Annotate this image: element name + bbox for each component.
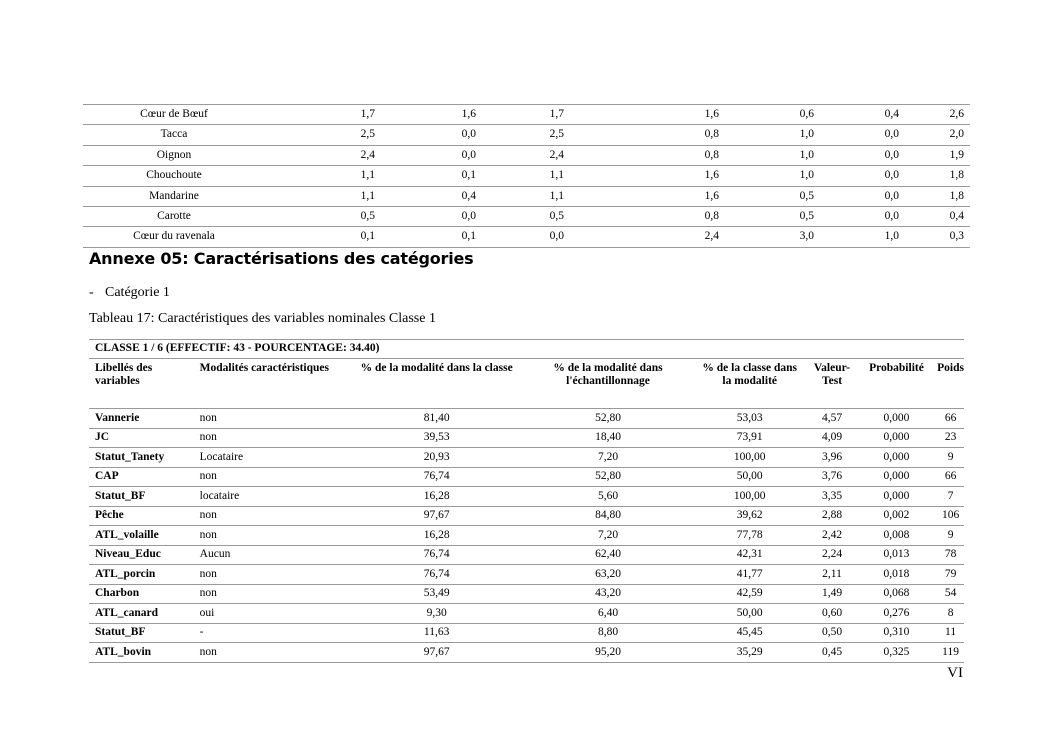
cell-poids: 106 — [931, 506, 964, 526]
row-modalite: Aucun — [194, 545, 349, 565]
table-cell: 0,8 — [564, 145, 719, 165]
cell-pct-modalite-echantillon: 18,40 — [519, 428, 691, 448]
cell-valeur-test: 1,49 — [802, 584, 855, 604]
top-table-body — [83, 105, 970, 248]
cell-pct-classe-modalite: 35,29 — [691, 643, 802, 663]
row-variable: Pêche — [89, 506, 194, 526]
table-row — [89, 409, 964, 429]
cell-poids: 9 — [931, 526, 964, 546]
table-cell: 2,6 — [899, 105, 970, 125]
table-cell: 1,8 — [899, 166, 970, 186]
list-dash: - — [89, 285, 94, 300]
row-label: Oignon — [83, 145, 265, 165]
cell-pct-modalite-classe: 76,74 — [348, 545, 518, 565]
row-label: Cœur de Bœuf — [83, 105, 265, 125]
table-cell: 1,1 — [476, 186, 564, 206]
cell-poids: 66 — [931, 467, 964, 487]
cell-pct-modalite-classe: 20,93 — [348, 448, 518, 468]
table-cell: 1,0 — [719, 145, 814, 165]
cell-poids: 23 — [931, 428, 964, 448]
table-caption: Tableau 17: Caractéristiques des variables nominales Classe 1 — [89, 311, 436, 326]
row-modalite: non — [194, 565, 349, 585]
table-cell: 0,0 — [383, 145, 476, 165]
categorie-list-item — [89, 285, 170, 301]
table-cell: 0,0 — [383, 125, 476, 145]
categorie-label: Catégorie 1 — [105, 285, 170, 300]
table-cell: 1,8 — [899, 186, 970, 206]
cell-pct-modalite-classe: 16,28 — [348, 526, 518, 546]
header-pct-classe-modalite: % de la classe dans la modalité — [691, 359, 802, 409]
cell-probabilite: 0,008 — [856, 526, 931, 546]
table-row — [83, 125, 970, 145]
table-cell: 0,1 — [265, 227, 383, 247]
table-cell: 0,8 — [564, 125, 719, 145]
cell-pct-modalite-echantillon: 43,20 — [519, 584, 691, 604]
cell-pct-modalite-echantillon: 52,80 — [519, 467, 691, 487]
row-modalite: non — [194, 643, 349, 663]
cell-pct-classe-modalite: 50,00 — [691, 604, 802, 624]
row-variable: Statut_BF — [89, 487, 194, 507]
cell-pct-classe-modalite: 100,00 — [691, 448, 802, 468]
header-libelles: Libellés des variables — [89, 359, 194, 409]
row-label: Mandarine — [83, 186, 265, 206]
cell-poids: 8 — [931, 604, 964, 624]
cell-pct-modalite-echantillon: 5,60 — [519, 487, 691, 507]
table-row — [83, 105, 970, 125]
row-modalite: oui — [194, 604, 349, 624]
row-variable: Statut_Tanety — [89, 448, 194, 468]
cell-pct-classe-modalite: 45,45 — [691, 623, 802, 643]
cell-poids: 54 — [931, 584, 964, 604]
cell-probabilite: 0,310 — [856, 623, 931, 643]
cell-pct-classe-modalite: 41,77 — [691, 565, 802, 585]
header-valeur-test: Valeur-Test — [802, 359, 855, 409]
table-cell: 0,0 — [814, 125, 899, 145]
cell-probabilite: 0,325 — [856, 643, 931, 663]
table-row — [89, 506, 964, 526]
cell-poids: 9 — [931, 448, 964, 468]
row-variable: CAP — [89, 467, 194, 487]
table-cell: 0,5 — [719, 186, 814, 206]
table-row — [89, 604, 964, 624]
row-variable: ATL_porcin — [89, 565, 194, 585]
table-cell: 0,5 — [719, 206, 814, 226]
row-variable: ATL_bovin — [89, 643, 194, 663]
table-cell: 2,5 — [476, 125, 564, 145]
row-variable: ATL_canard — [89, 604, 194, 624]
cell-pct-classe-modalite: 73,91 — [691, 428, 802, 448]
cell-probabilite: 0,068 — [856, 584, 931, 604]
cell-probabilite: 0,000 — [856, 409, 931, 429]
table-row — [89, 623, 964, 643]
cell-probabilite: 0,018 — [856, 565, 931, 585]
cell-pct-modalite-classe: 16,28 — [348, 487, 518, 507]
cell-pct-modalite-classe: 9,30 — [348, 604, 518, 624]
table-cell: 0,0 — [814, 206, 899, 226]
cell-valeur-test: 2,88 — [802, 506, 855, 526]
header-modalites: Modalités caractéristiques — [194, 359, 349, 409]
cell-pct-classe-modalite: 42,59 — [691, 584, 802, 604]
table-cell: 1,1 — [265, 166, 383, 186]
header-probabilite: Probabilité — [856, 359, 931, 409]
row-modalite: locataire — [194, 487, 349, 507]
table-cell: 0,3 — [899, 227, 970, 247]
table-row — [89, 526, 964, 546]
table-cell: 0,4 — [383, 186, 476, 206]
cell-pct-modalite-echantillon: 6,40 — [519, 604, 691, 624]
cell-probabilite: 0,002 — [856, 506, 931, 526]
table-cell: 1,9 — [899, 145, 970, 165]
row-variable: JC — [89, 428, 194, 448]
row-variable: Statut_BF — [89, 623, 194, 643]
table-cell: 0,0 — [814, 166, 899, 186]
row-label: Chouchoute — [83, 166, 265, 186]
cell-valeur-test: 0,60 — [802, 604, 855, 624]
cell-pct-modalite-echantillon: 8,80 — [519, 623, 691, 643]
table-row — [83, 166, 970, 186]
table-cell: 0,1 — [383, 166, 476, 186]
cell-valeur-test: 3,76 — [802, 467, 855, 487]
table-row — [89, 487, 964, 507]
table-cell: 0,5 — [476, 206, 564, 226]
table-cell: 0,1 — [383, 227, 476, 247]
header-pct-modalite-echantillon: % de la modalité dans l'échantillonnage — [519, 359, 691, 409]
cell-pct-modalite-classe: 81,40 — [348, 409, 518, 429]
table-cell: 2,5 — [265, 125, 383, 145]
classe-title: CLASSE 1 / 6 (EFFECTIF: 43 - POURCENTAGE: 34.40) — [89, 340, 964, 359]
cell-poids: 79 — [931, 565, 964, 585]
cell-pct-modalite-echantillon: 95,20 — [519, 643, 691, 663]
row-variable: Vannerie — [89, 409, 194, 429]
table-cell: 1,0 — [719, 166, 814, 186]
table-cell: 0,8 — [564, 206, 719, 226]
cell-pct-modalite-classe: 97,67 — [348, 506, 518, 526]
cell-pct-modalite-echantillon: 52,80 — [519, 409, 691, 429]
cell-pct-modalite-echantillon: 7,20 — [519, 448, 691, 468]
table-row — [89, 448, 964, 468]
row-variable: Niveau_Educ — [89, 545, 194, 565]
row-modalite: non — [194, 526, 349, 546]
header-pct-modalite-classe: % de la modalité dans la classe — [348, 359, 518, 409]
cell-pct-modalite-classe: 53,49 — [348, 584, 518, 604]
cell-pct-classe-modalite: 100,00 — [691, 487, 802, 507]
cell-pct-modalite-classe: 97,67 — [348, 643, 518, 663]
top-continuation-table — [83, 104, 970, 248]
cell-pct-modalite-classe: 39,53 — [348, 428, 518, 448]
row-modalite: non — [194, 584, 349, 604]
table-cell: 1,0 — [719, 125, 814, 145]
table-cell: 0,5 — [265, 206, 383, 226]
cell-poids: 119 — [931, 643, 964, 663]
table-cell: 1,0 — [814, 227, 899, 247]
table-row — [89, 467, 964, 487]
table-cell: 2,4 — [564, 227, 719, 247]
page-number: VI — [947, 665, 963, 681]
cell-pct-modalite-classe: 11,63 — [348, 623, 518, 643]
cell-valeur-test: 2,11 — [802, 565, 855, 585]
cell-poids: 78 — [931, 545, 964, 565]
cell-valeur-test: 4,57 — [802, 409, 855, 429]
row-modalite: non — [194, 506, 349, 526]
annexe-heading: Annexe 05: Caractérisations des catégories — [89, 249, 474, 268]
cell-poids: 11 — [931, 623, 964, 643]
table-cell: 1,7 — [476, 105, 564, 125]
table-row — [89, 565, 964, 585]
table-row — [89, 643, 964, 663]
cell-valeur-test: 3,96 — [802, 448, 855, 468]
table-cell: 1,1 — [476, 166, 564, 186]
cell-pct-classe-modalite: 39,62 — [691, 506, 802, 526]
table-row — [89, 584, 964, 604]
table-row — [83, 186, 970, 206]
row-modalite: non — [194, 409, 349, 429]
table-cell: 1,6 — [564, 186, 719, 206]
header-poids: Poids — [931, 359, 964, 409]
cell-probabilite: 0,000 — [856, 448, 931, 468]
row-modalite: Locataire — [194, 448, 349, 468]
classe-1-table — [89, 339, 964, 663]
cell-pct-modalite-classe: 76,74 — [348, 565, 518, 585]
classe-1-table-body — [89, 340, 964, 663]
table-row — [83, 206, 970, 226]
row-modalite: non — [194, 467, 349, 487]
table-row — [83, 145, 970, 165]
table-cell: 0,4 — [899, 206, 970, 226]
cell-valeur-test: 2,42 — [802, 526, 855, 546]
cell-pct-classe-modalite: 42,31 — [691, 545, 802, 565]
cell-valeur-test: 0,45 — [802, 643, 855, 663]
cell-probabilite: 0,000 — [856, 428, 931, 448]
table-cell: 0,0 — [476, 227, 564, 247]
cell-pct-modalite-classe: 76,74 — [348, 467, 518, 487]
table-cell: 1,6 — [564, 166, 719, 186]
cell-probabilite: 0,276 — [856, 604, 931, 624]
cell-pct-modalite-echantillon: 7,20 — [519, 526, 691, 546]
table-cell: 2,0 — [899, 125, 970, 145]
cell-pct-modalite-echantillon: 63,20 — [519, 565, 691, 585]
table-cell: 1,1 — [265, 186, 383, 206]
cell-pct-classe-modalite: 53,03 — [691, 409, 802, 429]
row-label: Tacca — [83, 125, 265, 145]
table-row — [83, 227, 970, 247]
cell-pct-classe-modalite: 50,00 — [691, 467, 802, 487]
cell-pct-classe-modalite: 77,78 — [691, 526, 802, 546]
cell-valeur-test: 2,24 — [802, 545, 855, 565]
table-cell: 0,0 — [814, 145, 899, 165]
classe-title-row — [89, 340, 964, 359]
cell-valeur-test: 0,50 — [802, 623, 855, 643]
table-cell: 0,4 — [814, 105, 899, 125]
row-modalite: - — [194, 623, 349, 643]
table-cell: 1,7 — [265, 105, 383, 125]
cell-valeur-test: 4,09 — [802, 428, 855, 448]
cell-probabilite: 0,000 — [856, 467, 931, 487]
table-cell: 0,6 — [719, 105, 814, 125]
table-cell: 2,4 — [476, 145, 564, 165]
cell-pct-modalite-echantillon: 62,40 — [519, 545, 691, 565]
cell-poids: 66 — [931, 409, 964, 429]
cell-probabilite: 0,000 — [856, 487, 931, 507]
table-cell: 1,6 — [564, 105, 719, 125]
cell-probabilite: 0,013 — [856, 545, 931, 565]
table-cell: 2,4 — [265, 145, 383, 165]
header-row — [89, 359, 964, 409]
row-label: Carotte — [83, 206, 265, 226]
cell-poids: 7 — [931, 487, 964, 507]
row-variable: Charbon — [89, 584, 194, 604]
row-label: Cœur du ravenala — [83, 227, 265, 247]
table-cell: 0,0 — [383, 206, 476, 226]
table-row — [89, 428, 964, 448]
table-cell: 0,0 — [814, 186, 899, 206]
table-row — [89, 545, 964, 565]
cell-valeur-test: 3,35 — [802, 487, 855, 507]
row-variable: ATL_volaille — [89, 526, 194, 546]
table-cell: 1,6 — [383, 105, 476, 125]
row-modalite: non — [194, 428, 349, 448]
cell-pct-modalite-echantillon: 84,80 — [519, 506, 691, 526]
table-cell: 3,0 — [719, 227, 814, 247]
